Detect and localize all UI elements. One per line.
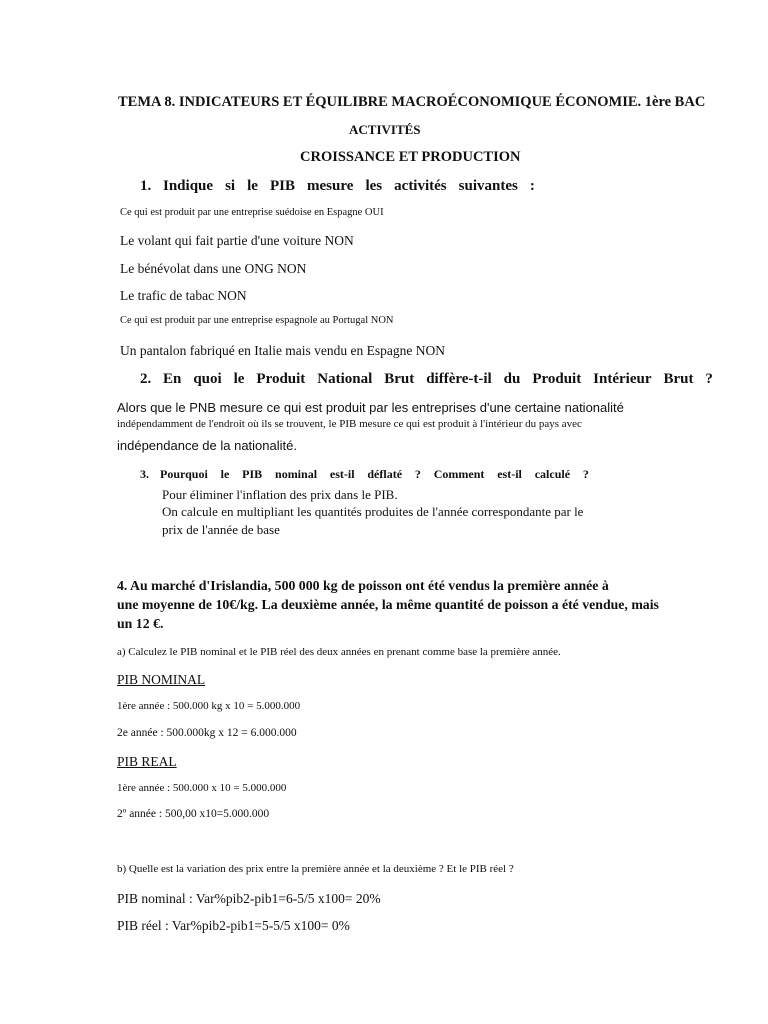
real-heading: PIB REAL: [117, 754, 177, 769]
question-word: le: [233, 371, 245, 387]
question-3-number: 3.: [140, 467, 149, 481]
question-word: Produit: [532, 371, 582, 387]
question-word: Comment: [433, 467, 485, 481]
section-heading: CROISSANCE ET PRODUCTION: [300, 149, 521, 165]
question-word: du: [503, 371, 521, 387]
variation-line: PIB réel : Var%pib2-pib1=5-5/5 x100= 0%: [117, 918, 350, 933]
question-word: diffère-t-il: [426, 371, 492, 387]
question-word: les: [365, 178, 383, 194]
question-word: Brut: [663, 371, 694, 387]
question-3: [140, 468, 589, 480]
answer-2-line: indépendamment de l'endroit où ils se trouvent, le PIB mesure ce qui est produit à l'intérieur du pays avec: [117, 418, 582, 430]
question-word: le: [247, 178, 258, 194]
question-2-number: 2.: [140, 371, 152, 387]
question-4-line: un 12 €.: [117, 616, 164, 631]
page-subtitle: ACTIVITÉS: [349, 122, 421, 137]
page-title: TEMA 8. INDICATEURS ET ÉQUILIBRE MACROÉCONOMIQUE ÉCONOMIE. 1ère BAC: [118, 94, 706, 110]
question-word: ?: [705, 371, 713, 387]
question-word: suivantes: [458, 178, 518, 194]
answer-3-line: Pour éliminer l'inflation des prix dans le PIB.: [162, 487, 398, 502]
part-a-question: a) Calculez le PIB nominal et le PIB réel des deux années en prenant comme base la première année.: [117, 646, 561, 658]
question-word: En: [163, 371, 182, 387]
part-b-question: b) Quelle est la variation des prix entre la première année et la deuxième ? Et le PIB réel ?: [117, 863, 514, 875]
list-item: Un pantalon fabriqué en Italie mais vendu en Espagne NON: [120, 343, 446, 358]
list-item: Ce qui est produit par une entreprise suédoise en Espagne OUI: [120, 207, 384, 218]
question-4-line: 4. Au marché d'Irislandia, 500 000 kg de poisson ont été vendus la première année à: [117, 578, 609, 593]
question-word: ?: [414, 467, 421, 481]
question-word: activités: [394, 178, 447, 194]
nominal-heading: PIB NOMINAL: [117, 672, 206, 687]
question-2-text: [163, 372, 713, 387]
question-word: est-il: [329, 467, 355, 481]
question-word: National: [317, 371, 373, 387]
question-word: mesure: [307, 178, 354, 194]
list-item: Le volant qui fait partie d'une voiture NON: [120, 233, 354, 248]
answer-2-line: indépendance de la nationalité.: [117, 438, 297, 453]
question-1-text: [163, 179, 535, 194]
question-1: [140, 179, 535, 194]
question-word: Produit: [256, 371, 306, 387]
question-word: Brut: [384, 371, 415, 387]
question-word: nominal: [275, 467, 318, 481]
question-word: calculé: [534, 467, 571, 481]
question-word: quoi: [193, 371, 222, 387]
question-2: [140, 372, 713, 387]
variation-line: PIB nominal : Var%pib2-pib1=6-5/5 x100= 20%: [117, 891, 381, 906]
question-word: Intérieur: [593, 371, 652, 387]
list-item: Le bénévolat dans une ONG NON: [120, 261, 307, 276]
answer-2-line: Alors que le PNB mesure ce qui est produit par les entreprises d'une certaine nationalité: [117, 400, 624, 415]
calc-line: 2º année : 500,00 x10=5.000.000: [117, 808, 270, 820]
question-word: déflaté: [367, 467, 403, 481]
question-word: PIB: [242, 467, 263, 481]
question-word: Indique: [163, 178, 214, 194]
question-word: si: [225, 178, 236, 194]
question-word: le: [220, 467, 230, 481]
list-item: Ce qui est produit par une entreprise espagnole au Portugal NON: [120, 315, 394, 326]
calc-line: 1ère année : 500.000 x 10 = 5.000.000: [117, 782, 287, 794]
answer-3-line: prix de l'année de base: [162, 522, 280, 537]
question-3-text: [160, 468, 589, 480]
question-4-line: une moyenne de 10€/kg. La deuxième année, la même quantité de poisson a été vendue, mais: [117, 597, 659, 612]
question-1-number: 1.: [140, 178, 152, 194]
answer-3-line: On calcule en multipliant les quantités produites de l'année correspondante par le: [162, 504, 584, 519]
question-word: ?: [582, 467, 589, 481]
question-word: est-il: [497, 467, 522, 481]
list-item: Le trafic de tabac NON: [120, 288, 247, 303]
question-word: :: [529, 178, 535, 194]
question-word: Pourquoi: [160, 467, 208, 481]
calc-line: 1ère année : 500.000 kg x 10 = 5.000.000: [117, 700, 301, 712]
calc-line: 2e année : 500.000kg x 12 = 6.000.000: [117, 727, 297, 739]
question-word: PIB: [269, 178, 295, 194]
